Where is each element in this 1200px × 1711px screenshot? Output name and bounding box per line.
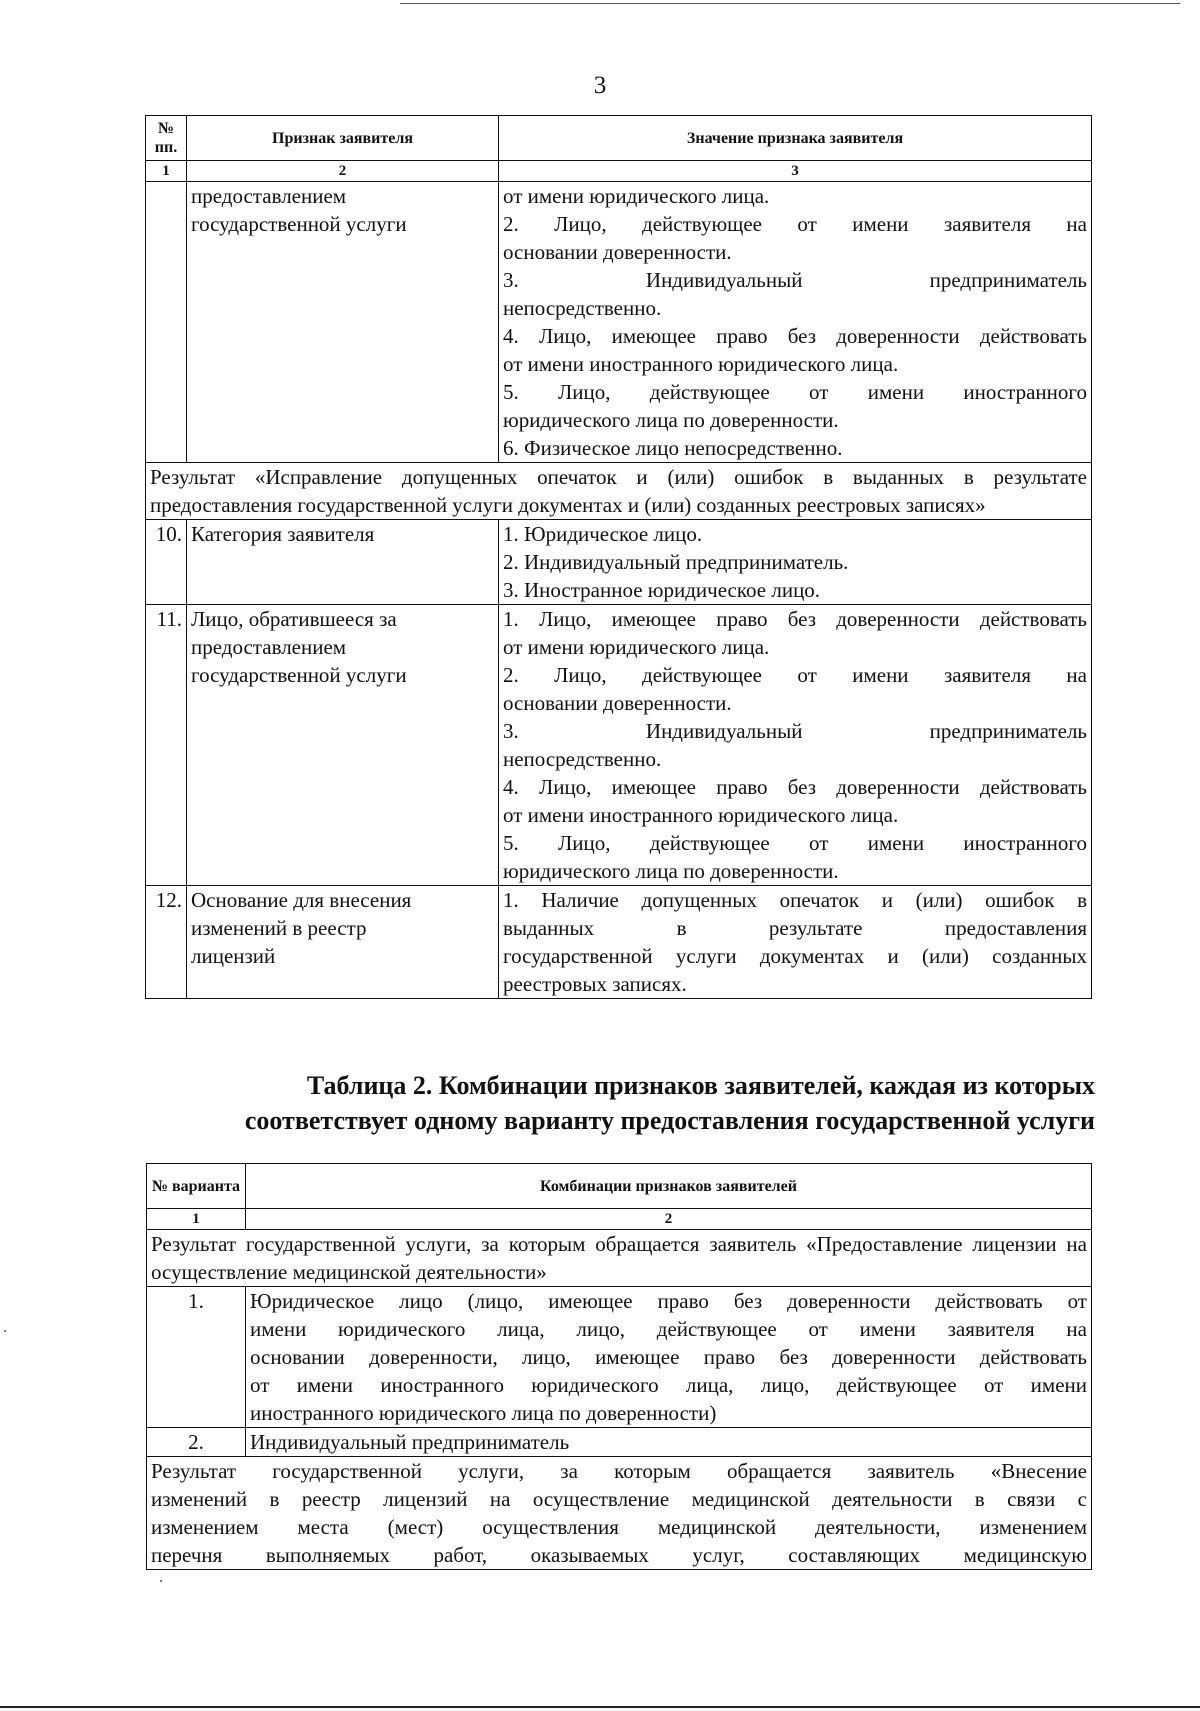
value-line: 1. Наличие допущенных опечаток и (или) ошибок в: [503, 888, 1087, 912]
attribute-line: предоставлением: [191, 635, 347, 659]
value-line: основании доверенности.: [503, 240, 732, 264]
result-row: [146, 463, 1092, 520]
variant-combinations-table: [146, 1163, 1092, 1570]
result-text: [147, 1457, 1092, 1570]
attribute-line: Основание для внесения: [191, 888, 412, 912]
variant-line: от имени иностранного юридического лица, лицо, действующее от имени: [250, 1373, 1087, 1397]
value-line: 6. Физическое лицо непосредственно.: [503, 436, 843, 460]
applicant-attributes-table: [145, 115, 1092, 999]
table-row: [147, 1428, 1092, 1457]
value-line: непосредственно.: [503, 296, 662, 320]
header-attribute: Признак заявителя: [187, 116, 499, 161]
variant-line: Юридическое лицо (лицо, имеющее право без доверенности действовать от: [250, 1289, 1087, 1313]
value-line: 5. Лицо, действующее от имени иностранного: [503, 831, 1087, 855]
row-value: [499, 886, 1092, 999]
attribute-line: Категория заявителя: [191, 522, 375, 546]
index-cell: 1: [146, 161, 187, 182]
result-line: изменений в реестр лицензий на осуществление медицинской деятельности в связи с: [151, 1487, 1087, 1511]
value-line: юридического лица по доверенности.: [503, 859, 839, 883]
row-number: 11.: [146, 605, 187, 886]
value-line: юридического лица по доверенности.: [503, 408, 839, 432]
index-row: [146, 161, 1092, 182]
result-text: Результат «Исправление допущенных опечаток и (или) ошибок в выданных в результате предоставления государственной услуги документах и (или) созданных реестровых записях»: [146, 463, 1092, 520]
value-line: 3. Индивидуальный предприниматель: [503, 719, 1087, 743]
value-line: 2. Лицо, действующее от имени заявителя на: [503, 212, 1087, 236]
index-cell: 2: [246, 1209, 1092, 1230]
scan-top-line: [400, 3, 1180, 4]
variant-number: 2.: [147, 1428, 246, 1457]
scan-artifact: [160, 1580, 162, 1582]
header-value: Значение признака заявителя: [499, 116, 1092, 161]
row-number: 10.: [146, 520, 187, 605]
caption-line: Таблица 2. Комбинации признаков заявителей, каждая из которых: [306, 1071, 1095, 1100]
row-number: 12.: [146, 886, 187, 999]
table-row: [146, 886, 1092, 999]
row-attribute: [187, 182, 499, 463]
row-attribute: [187, 886, 499, 999]
value-line: от имени иностранного юридического лица.: [503, 352, 899, 376]
value-line: от имени юридического лица.: [503, 184, 770, 208]
table-row: [146, 182, 1092, 463]
attribute-line: лицензий: [191, 944, 276, 968]
attribute-line: государственной услуги: [191, 212, 407, 236]
caption-line: соответствует одному варианту предоставления государственной услуги: [244, 1106, 1095, 1135]
value-line: основании доверенности.: [503, 691, 732, 715]
result-row: [147, 1230, 1092, 1287]
table-caption: [150, 1068, 1095, 1138]
result-line: Результат государственной услуги, за которым обращается заявитель «Внесение: [151, 1459, 1087, 1483]
header-row: [146, 116, 1092, 161]
row-number: [146, 182, 187, 463]
value-line: 1. Юридическое лицо.: [503, 522, 703, 546]
variant-line: основании доверенности, лицо, имеющее право без доверенности действовать: [250, 1345, 1087, 1369]
attribute-line: Лицо, обратившееся за: [191, 607, 397, 631]
scan-bottom-line: [0, 1706, 1200, 1708]
value-line: 2. Лицо, действующее от имени заявителя на: [503, 663, 1087, 687]
variant-description: [246, 1428, 1092, 1457]
value-line: выданных в результате предоставления: [503, 916, 1087, 940]
variant-description: [246, 1287, 1092, 1428]
header-number-label: № пп.: [154, 120, 178, 156]
index-row: [147, 1209, 1092, 1230]
table-row: [146, 605, 1092, 886]
table-row: [146, 520, 1092, 605]
result-row: [147, 1457, 1092, 1570]
value-line: 4. Лицо, имеющее право без доверенности действовать: [503, 324, 1087, 348]
index-cell: 1: [147, 1209, 246, 1230]
variant-line: Индивидуальный предприниматель: [250, 1430, 570, 1454]
attribute-line: предоставлением: [191, 184, 347, 208]
row-attribute: [187, 605, 499, 886]
value-line: реестровых записях.: [503, 972, 687, 996]
value-line: 2. Индивидуальный предприниматель.: [503, 550, 849, 574]
page-number: 3: [593, 72, 607, 99]
variant-line: имени юридического лица, лицо, действующее от имени заявителя на: [250, 1317, 1087, 1341]
result-line: изменением места (мест) осуществления медицинской деятельности, изменением: [151, 1515, 1087, 1539]
scan-artifact: [4, 1330, 6, 1332]
table-row: [147, 1287, 1092, 1428]
result-text: Результат государственной услуги, за которым обращается заявитель «Предоставление лицензии на осуществление медицинской деятельности»: [147, 1230, 1092, 1287]
value-line: 3. Индивидуальный предприниматель: [503, 268, 1087, 292]
value-line: 3. Иностранное юридическое лицо.: [503, 578, 821, 602]
value-line: 1. Лицо, имеющее право без доверенности действовать: [503, 607, 1087, 631]
result-line: перечня выполняемых работ, оказываемых услуг, составляющих медицинскую: [151, 1543, 1087, 1567]
variant-number: 1.: [147, 1287, 246, 1428]
variant-line: иностранного юридического лица по доверенности): [250, 1401, 717, 1425]
header-row: [147, 1164, 1092, 1209]
value-line: 5. Лицо, действующее от имени иностранного: [503, 380, 1087, 404]
row-value: [499, 520, 1092, 605]
value-line: 4. Лицо, имеющее право без доверенности действовать: [503, 775, 1087, 799]
value-line: государственной услуги документах и (или) созданных: [503, 944, 1087, 968]
value-line: от имени иностранного юридического лица.: [503, 803, 899, 827]
row-value: [499, 182, 1092, 463]
header-variant-number: № варианта: [147, 1164, 246, 1209]
header-number: [146, 116, 187, 161]
value-line: непосредственно.: [503, 747, 662, 771]
attribute-line: государственной услуги: [191, 663, 407, 687]
index-cell: 2: [187, 161, 499, 182]
value-line: от имени юридического лица.: [503, 635, 770, 659]
attribute-line: изменений в реестр: [191, 916, 367, 940]
row-attribute: [187, 520, 499, 605]
row-value: [499, 605, 1092, 886]
header-combinations: Комбинации признаков заявителей: [246, 1164, 1092, 1209]
index-cell: 3: [499, 161, 1092, 182]
